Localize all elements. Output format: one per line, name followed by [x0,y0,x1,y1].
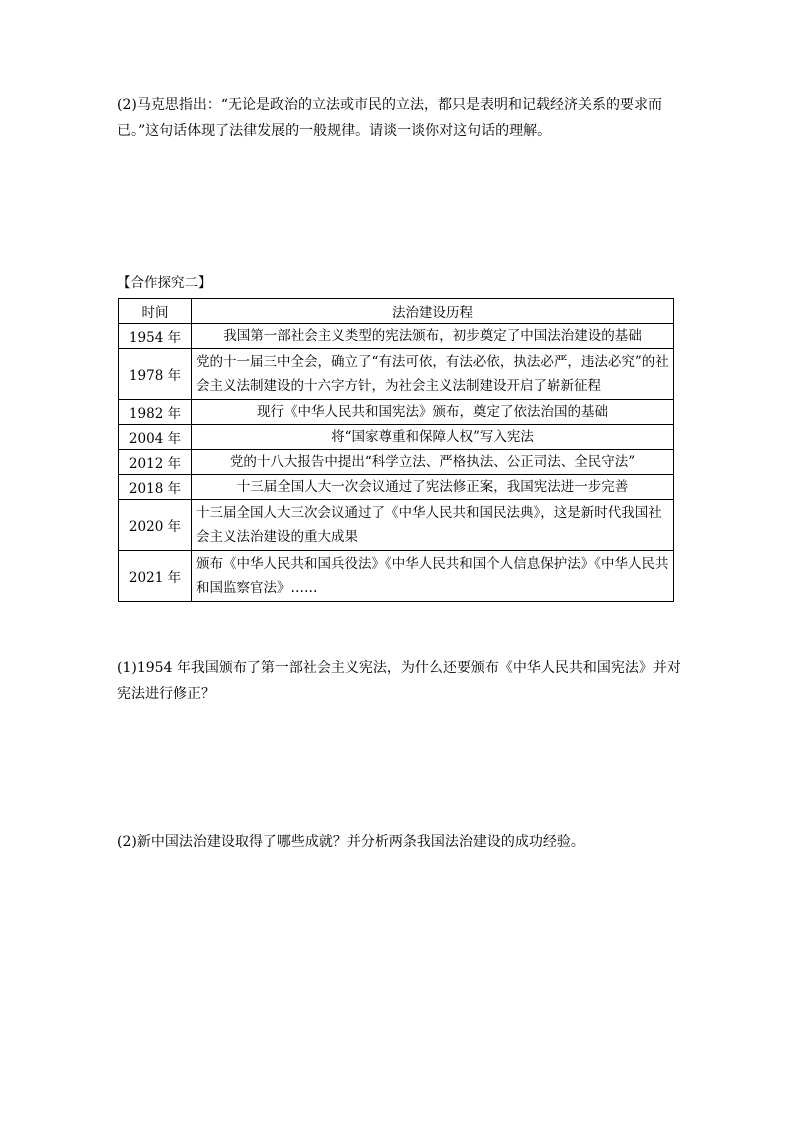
event-cell: 我国第一部社会主义类型的宪法颁布，初步奠定了中国法治建设的基础 [192,324,674,349]
question-text: (2)新中国法治建设取得了哪些成就？并分析两条我国法治建设的成功经验。 [117,834,585,850]
year-cell: 2021 年 [119,551,192,602]
year-cell: 2012 年 [119,450,192,475]
column-header-year: 时间 [119,299,192,324]
event-cell: 现行《中华人民共和国宪法》颁布，奠定了依法治国的基础 [192,400,674,425]
year-cell: 2020 年 [119,500,192,551]
event-cell: 十三届全国人大三次会议通过了《中华人民共和国民法典》，这是新时代我国社会主义法治建设的重大成果 [192,500,674,551]
question-text: (1)1954 年我国颁布了第一部社会主义宪法，为什么还要颁布《中华人民共和国宪法》并对宪法进行修正？ [117,660,681,702]
table-row [119,324,674,349]
table-row [119,475,674,500]
year-cell: 2018 年 [119,475,192,500]
column-header-event: 法治建设历程 [192,299,674,324]
year-cell: 2004 年 [119,425,192,450]
table-row [119,400,674,425]
event-cell: 十三届全国人大一次会议通过了宪法修正案，我国宪法进一步完善 [192,475,674,500]
table-row [119,551,674,602]
table-header-row [119,299,674,324]
table-row [119,425,674,450]
year-cell: 1954 年 [119,324,192,349]
event-cell: 颁布《中华人民共和国兵役法》《中华人民共和国个人信息保护法》《中华人民共和国监察官法》…… [192,551,674,602]
table-row [119,500,674,551]
event-cell: 将“国家尊重和保障人权”写入宪法 [192,425,674,450]
event-cell: 党的十八大报告中提出“科学立法、严格执法、公正司法、全民守法” [192,450,674,475]
table-row [119,349,674,400]
section-title: 【合作探究二】 [117,275,212,291]
history-table [118,298,674,602]
table-row [119,450,674,475]
year-cell: 1982 年 [119,400,192,425]
event-cell: 党的十一届三中全会，确立了“有法可依，有法必依，执法必严，违法必究”的社会主义法制建设的十六字方针，为社会主义法制建设开启了崭新征程 [192,349,674,400]
year-cell: 1978 年 [119,349,192,400]
question-text: (2)马克思指出：“无论是政治的立法或市民的立法，都只是表明和记载经济关系的要求而已。”这句话体现了法律发展的一般规律。请谈一谈你对这句话的理解。 [117,97,662,139]
